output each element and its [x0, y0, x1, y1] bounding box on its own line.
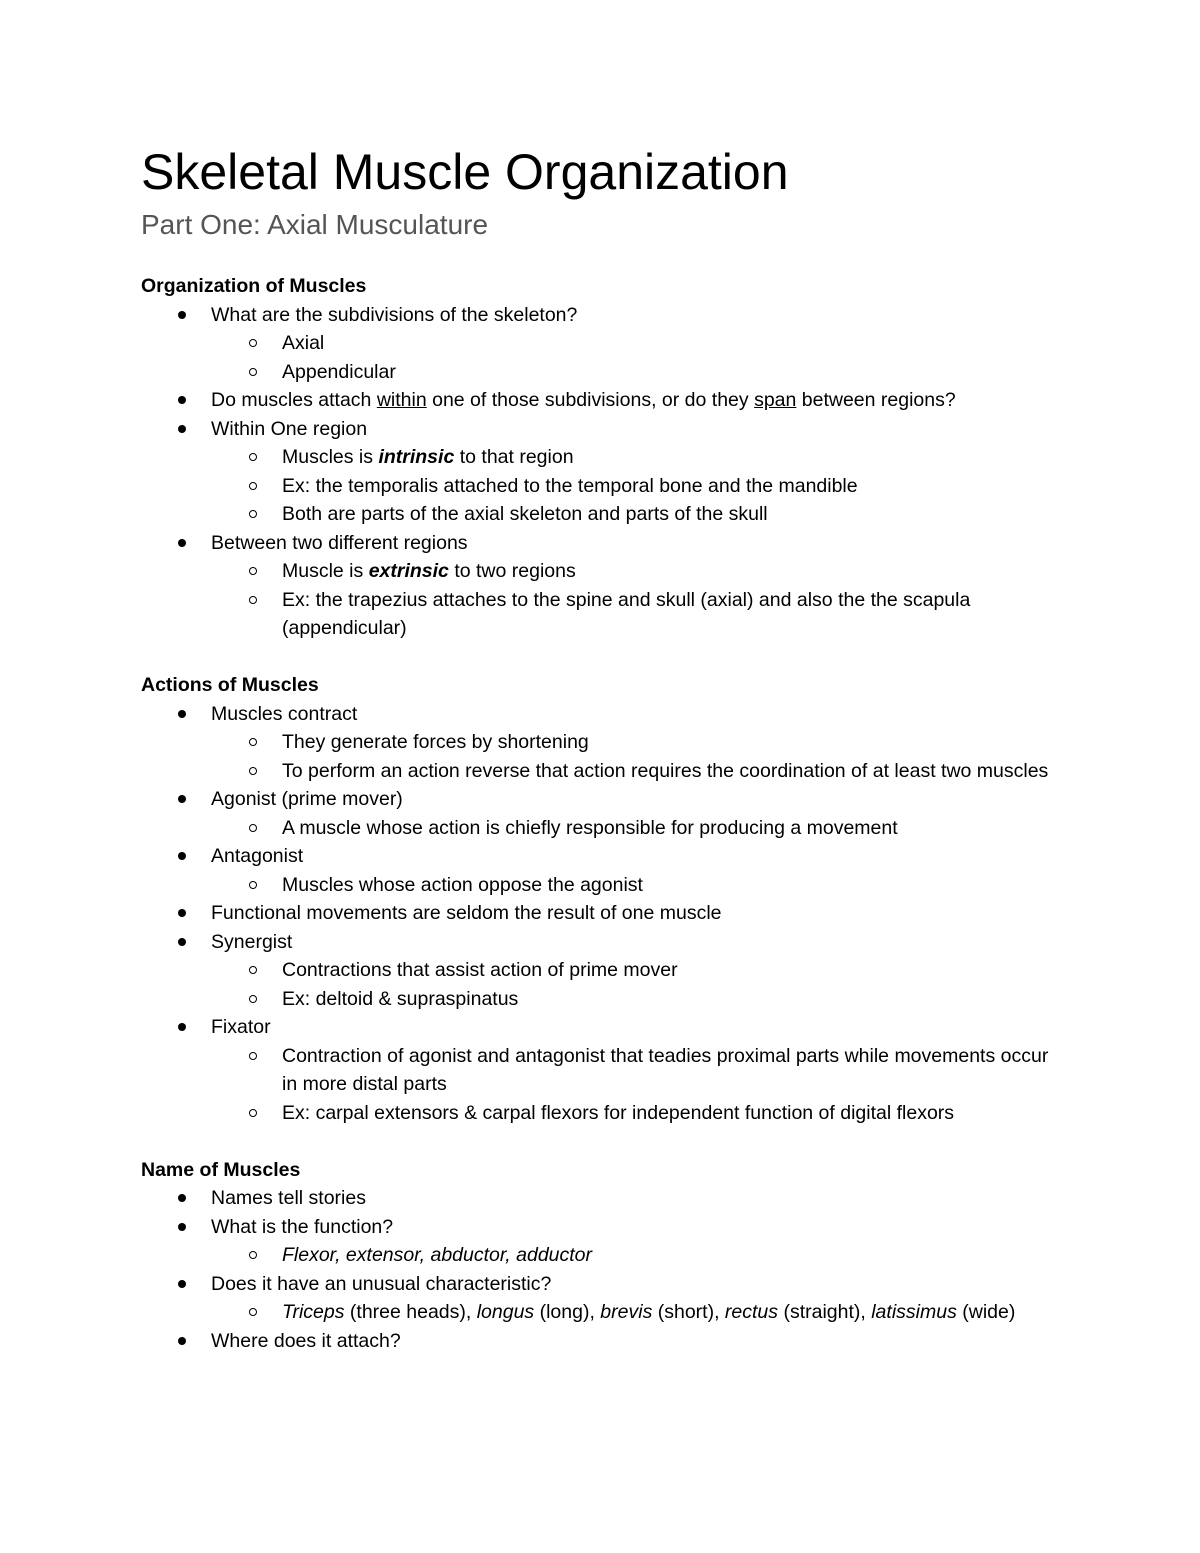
list-item	[141, 785, 1061, 814]
list-item-text: Do muscles attach	[211, 389, 377, 411]
bullet-icon	[178, 1023, 186, 1031]
hollow-bullet-icon	[249, 510, 257, 518]
document-content	[141, 142, 1061, 1355]
section-heading-actions: Actions of Muscles	[141, 674, 319, 696]
list-item	[141, 358, 1061, 387]
list-item	[141, 329, 1061, 358]
list-item-text: Within One region	[211, 417, 368, 440]
list-item-text: (wide)	[956, 1301, 1016, 1323]
emphasized-term: extrinsic	[368, 560, 449, 582]
hollow-bullet-icon	[249, 738, 257, 746]
section-spacer	[141, 643, 1061, 672]
list-item	[141, 842, 1061, 871]
list-item-text: one of those subdivisions, or do they	[426, 389, 755, 411]
list-item-text: Synergist	[211, 930, 293, 953]
list-item-text: to that region	[454, 446, 574, 468]
hollow-bullet-icon	[249, 567, 257, 575]
list-item	[141, 928, 1061, 957]
underlined-word-within: within	[376, 389, 427, 411]
list-item-text: Functional movements are seldom the result of one muscle	[211, 902, 722, 924]
list-item-text: Muscles contract	[211, 702, 358, 725]
hollow-bullet-icon	[249, 482, 257, 490]
list-item	[141, 1013, 1061, 1042]
bullet-icon	[178, 938, 186, 946]
list-item-text: Antagonist	[211, 845, 304, 867]
list-item-text: What is the function?	[211, 1215, 394, 1238]
list-item	[141, 443, 1061, 472]
list-item	[141, 1327, 1061, 1356]
list-item-text: to two regions	[448, 560, 576, 582]
hollow-bullet-icon	[249, 767, 257, 775]
list-item	[141, 1241, 1061, 1270]
list-item-text: A muscle whose action is chiefly responsible for producing a movement	[282, 816, 898, 839]
underlined-word-span: span	[754, 389, 797, 411]
page-subtitle: Part One: Axial Musculature	[141, 209, 489, 240]
list-item-text: Contractions that assist action of prime mover	[282, 959, 678, 981]
list-item-text: Ex: the temporalis attached to the temporal bone and the mandible	[282, 474, 858, 497]
hollow-bullet-icon	[249, 339, 257, 347]
list-item-text: (short),	[652, 1301, 725, 1323]
bullet-icon	[178, 1280, 186, 1288]
list-item-text: (three heads),	[344, 1301, 477, 1323]
hollow-bullet-icon	[249, 1308, 257, 1316]
list-item	[141, 1099, 1061, 1128]
list-item-text: between regions?	[796, 389, 956, 411]
hollow-bullet-icon	[249, 368, 257, 376]
actions-list	[141, 700, 1061, 1128]
list-item-text: Fixator	[211, 1016, 271, 1038]
italic-term: Triceps	[282, 1301, 345, 1323]
hollow-bullet-icon	[249, 824, 257, 832]
hollow-bullet-icon	[249, 1052, 257, 1060]
list-item	[141, 415, 1061, 444]
list-item-text: (straight),	[778, 1301, 872, 1323]
hollow-bullet-icon	[249, 966, 257, 974]
section-heading-names: Name of Muscles	[141, 1158, 301, 1181]
bullet-icon	[178, 396, 186, 404]
italic-term: longus	[476, 1301, 535, 1323]
list-item	[141, 871, 1061, 900]
list-item	[141, 472, 1061, 501]
list-item	[141, 985, 1061, 1014]
list-item	[141, 1213, 1061, 1242]
emphasized-term: intrinsic	[378, 446, 455, 468]
organization-list	[141, 301, 1061, 643]
list-item-text: What are the subdivisions of the skeleton?	[211, 303, 578, 326]
list-item-text: Does it have an unusual characteristic?	[211, 1272, 552, 1295]
list-item-text: They generate forces by shortening	[282, 731, 589, 753]
list-item	[141, 557, 1061, 586]
list-item-text: Muscles whose action oppose the agonist	[282, 873, 643, 896]
list-item-text: Muscle is	[282, 560, 369, 582]
bullet-icon	[178, 1194, 186, 1202]
names-list	[141, 1184, 1061, 1355]
hollow-bullet-icon	[249, 995, 257, 1003]
list-item	[141, 1270, 1061, 1299]
bullet-icon	[178, 425, 186, 433]
bullet-icon	[178, 795, 186, 803]
hollow-bullet-icon	[249, 596, 257, 604]
list-item	[141, 386, 1061, 415]
italic-term: brevis	[600, 1301, 653, 1323]
bullet-icon	[178, 539, 186, 547]
list-item	[141, 700, 1061, 729]
list-item-text: (long),	[534, 1301, 601, 1323]
list-item	[141, 586, 1061, 643]
list-item-text: Appendicular	[282, 360, 396, 383]
list-item-text: Ex: carpal extensors & carpal flexors for independent function of digital flexors	[282, 1101, 955, 1124]
list-item-text: Contraction of agonist and antagonist that teadies proximal parts while movements occur in more distal parts	[282, 1044, 1049, 1095]
list-item	[141, 899, 1061, 928]
italic-term: latissimus	[871, 1301, 957, 1323]
bullet-icon	[178, 852, 186, 860]
list-item-text: Flexor, extensor, abductor, adductor	[282, 1244, 593, 1266]
hollow-bullet-icon	[249, 453, 257, 461]
hollow-bullet-icon	[249, 881, 257, 889]
list-item-text: Ex: deltoid & supraspinatus	[282, 987, 519, 1010]
list-item	[141, 1298, 1061, 1327]
bullet-icon	[178, 311, 186, 319]
list-item	[141, 500, 1061, 529]
list-item	[141, 728, 1061, 757]
hollow-bullet-icon	[249, 1251, 257, 1259]
list-item-text: Where does it attach?	[211, 1329, 401, 1352]
list-item	[141, 1042, 1061, 1099]
section-heading-organization: Organization of Muscles	[141, 275, 367, 297]
bullet-icon	[178, 1223, 186, 1231]
list-item-text: To perform an action reverse that action requires the coordination of at least two muscles	[282, 759, 1049, 782]
list-item	[141, 956, 1061, 985]
hollow-bullet-icon	[249, 1109, 257, 1117]
list-item	[141, 1184, 1061, 1213]
bullet-icon	[178, 1337, 186, 1345]
list-item-text: Both are parts of the axial skeleton and parts of the skull	[282, 503, 768, 525]
list-item	[141, 529, 1061, 558]
list-item-text: Axial	[282, 332, 325, 354]
list-item-text: Names tell stories	[211, 1187, 366, 1209]
italic-term: rectus	[724, 1301, 779, 1323]
list-item-text: Ex: the trapezius attaches to the spine and skull (axial) and also the the scapula (appendicular)	[282, 588, 971, 639]
list-item-text: Between two different regions	[211, 531, 468, 554]
list-item-text: Agonist (prime mover)	[211, 788, 403, 810]
list-item	[141, 757, 1061, 786]
section-spacer	[141, 1127, 1061, 1156]
page-title: Skeletal Muscle Organization	[141, 144, 789, 200]
bullet-icon	[178, 909, 186, 917]
bullet-icon	[178, 710, 186, 718]
list-item-text: Muscles is	[282, 446, 379, 468]
list-item	[141, 814, 1061, 843]
list-item	[141, 301, 1061, 330]
